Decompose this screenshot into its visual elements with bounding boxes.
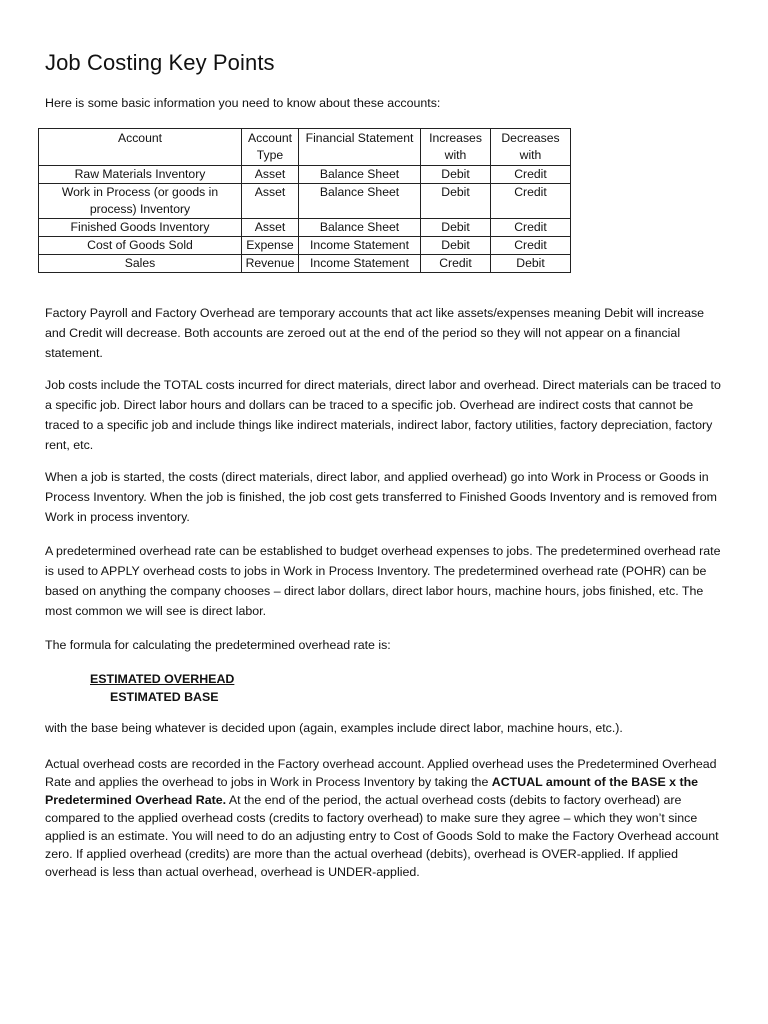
column-header: Increases with (421, 129, 491, 166)
table-cell: Debit (421, 184, 491, 219)
pohr-formula (90, 670, 234, 706)
column-header: Account Type (242, 129, 299, 166)
table-cell: Income Statement (299, 237, 421, 255)
formula-denominator: ESTIMATED BASE (110, 690, 219, 704)
paragraph-job-costs: Job costs include the TOTAL costs incurred for direct materials, direct labor and overhead. Direct materials can be traced to a specific job. Direct labor hours and dollars can be traced to a specific job. Overhead are indirect costs that cannot be traced to a specific job and include things like indirect materials, indirect labor, factory utilities, factory depreciation, factory rent, etc. (45, 378, 721, 452)
table-cell: Asset (242, 184, 299, 219)
intro-text: Here is some basic information you need to know about these accounts: (45, 96, 441, 110)
paragraph-base: with the base being whatever is decided upon (again, examples include direct labor, machine hours, etc.). (45, 721, 623, 735)
table-cell: Debit (421, 219, 491, 237)
accounts-table (38, 128, 571, 273)
table-row (39, 255, 571, 273)
table-cell: Raw Materials Inventory (39, 166, 242, 184)
table-header-row (39, 129, 571, 166)
paragraph-applied-overhead (45, 755, 725, 881)
table-cell: Expense (242, 237, 299, 255)
table-cell: Credit (491, 166, 571, 184)
table-cell: Asset (242, 166, 299, 184)
formula-numerator: ESTIMATED OVERHEAD (90, 672, 235, 686)
paragraph-temporary-accounts: Factory Payroll and Factory Overhead are temporary accounts that act like assets/expenses meaning Debit will increase and Credit will decrease. Both accounts are zeroed out at the end of the period so they will not appear on a financial statement. (45, 306, 705, 360)
applied-overhead-text-a: Actual overhead costs are recorded in the Factory overhead account. Applied overhead uses the Predetermined Overhead Rate and applies the overhead to jobs in Work in Process Inventory by taking the (45, 757, 717, 789)
table-cell: Balance Sheet (299, 219, 421, 237)
table-cell: Credit (491, 219, 571, 237)
table-cell: Finished Goods Inventory (39, 219, 242, 237)
table-cell: Asset (242, 219, 299, 237)
table-cell: Debit (421, 166, 491, 184)
table-row (39, 219, 571, 237)
table-cell: Income Statement (299, 255, 421, 273)
applied-overhead-text-b: At the end of the period, the actual overhead costs (debits to factory overhead) are compared to the applied overhead costs (credits to factory overhead) to make sure they agree – which they won’t since applied is an estimate. You will need to do an adjusting entry to Cost of Goods Sold to make the Factory Overhead account zero. If applied overhead (credits) are more than the actual overhead (debits), overhead is OVER-applied. If applied overhead is less than actual overhead, overhead is UNDER-applied. (45, 793, 719, 879)
table-cell: Revenue (242, 255, 299, 273)
table-cell: Work in Process (or goods in process) Inventory (39, 184, 242, 219)
column-header: Decreases with (491, 129, 571, 166)
page-title: Job Costing Key Points (45, 50, 275, 75)
table-cell: Credit (491, 184, 571, 219)
table-cell: Balance Sheet (299, 184, 421, 219)
table-cell: Balance Sheet (299, 166, 421, 184)
paragraph-formula-intro: The formula for calculating the predetermined overhead rate is: (45, 638, 391, 652)
paragraph-job-flow: When a job is started, the costs (direct materials, direct labor, and applied overhead) go into Work in Process or Goods in Process Inventory. When the job is finished, the job cost gets transferred to Finished Goods Inventory and is removed from Work in process inventory. (45, 470, 717, 524)
table-cell: Cost of Goods Sold (39, 237, 242, 255)
paragraph-pohr: A predetermined overhead rate can be established to budget overhead expenses to jobs. The predetermined overhead rate is used to APPLY overhead costs to jobs in Work in Process Inventory. The predetermined overhead rate (POHR) can be based on anything the company chooses – direct labor dollars, direct labor hours, machine hours, jobs finished, etc. The most common we will see is direct labor. (45, 544, 721, 618)
table-row (39, 184, 571, 219)
table-cell: Debit (491, 255, 571, 273)
table-row (39, 166, 571, 184)
table-row (39, 237, 571, 255)
table-cell: Credit (421, 255, 491, 273)
column-header: Account (39, 129, 242, 166)
applied-overhead-bold: ACTUAL amount of the BASE x the Predetermined Overhead Rate. (45, 775, 699, 807)
table-cell: Sales (39, 255, 242, 273)
table-cell: Debit (421, 237, 491, 255)
table-cell: Credit (491, 237, 571, 255)
column-header: Financial Statement (299, 129, 421, 166)
